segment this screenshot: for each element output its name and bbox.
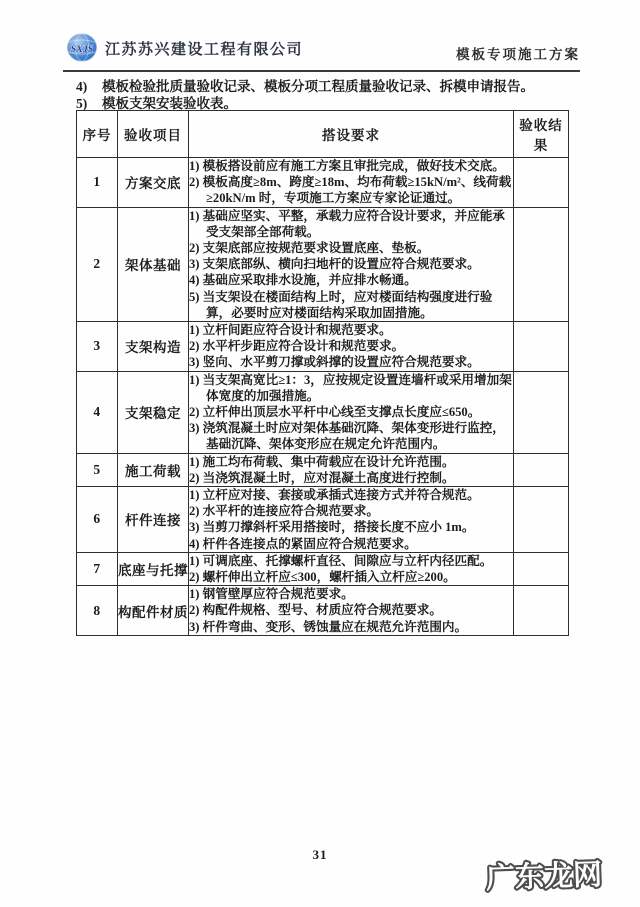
intro-line-text: 模板检验批质量验收记录、模板分项工程质量验收记录、拆模申请报告。 <box>102 79 534 94</box>
row-number: 8 <box>77 586 118 636</box>
requirement-line: 2) 螺杆伸出立杆应≤300，螺杆插入立杆应≥200。 <box>189 570 456 585</box>
row-acceptance-item: 杆件连接 <box>118 487 189 553</box>
requirement-line: 1) 立杆应对接、套接或承插式连接方式并符合规范。 <box>189 488 480 503</box>
table-row <box>77 487 569 553</box>
row-result <box>514 322 569 372</box>
requirement-line: 2) 水平杆步距应符合设计和规范要求。 <box>189 339 405 354</box>
requirement-line: 3) 支架底部纵、横向扫地杆的设置应符合规范要求。 <box>189 257 480 272</box>
requirement-line: 2) 当浇筑混凝土时，应对混凝土高度进行控制。 <box>189 470 455 485</box>
row-result <box>514 586 569 636</box>
table-row <box>77 586 569 636</box>
requirement-line: 2) 支架底部应按规范要求设置底座、垫板。 <box>189 241 430 256</box>
row-requirements <box>189 158 514 208</box>
requirement-line: 3) 当剪刀撑斜杆采用搭接时，搭接长度不应小 1m。 <box>189 520 475 535</box>
row-number: 7 <box>77 552 118 585</box>
requirement-line: 1) 当支架高宽比≥1：3，应按规定设置连墙杆或采用增加架体宽度的加强措施。 <box>189 372 512 403</box>
table-row <box>77 552 569 585</box>
row-result <box>514 453 569 486</box>
page-header <box>63 32 580 64</box>
requirement-line: 1) 钢管壁厚应符合规范要求。 <box>189 587 354 602</box>
intro-list <box>76 79 580 112</box>
intro-line-number: 4) <box>76 79 88 94</box>
column-header-item: 验收项目 <box>118 111 189 158</box>
row-number: 2 <box>77 207 118 321</box>
row-acceptance-item: 方案交底 <box>118 158 189 208</box>
company-globe-logo-icon <box>63 32 101 64</box>
row-result <box>514 371 569 453</box>
logo-text: SXJS <box>70 43 94 55</box>
header-left <box>63 32 303 64</box>
requirement-line: 4) 基础应采取排水设施，并应排水畅通。 <box>189 273 417 288</box>
row-requirements <box>189 487 514 553</box>
row-acceptance-item: 支架构造 <box>118 322 189 372</box>
row-number: 4 <box>77 371 118 453</box>
requirement-line: 1) 模板搭设前应有施工方案且审批完成，做好技术交底。 <box>189 159 505 173</box>
row-requirements <box>189 586 514 636</box>
requirement-line: 2) 构配件规格、型号、材质应符合规范要求。 <box>189 603 442 618</box>
requirement-line: 3) 浇筑混凝土时应对架体基础沉降、架体变形进行监控，基础沉降、架体变形应在规定允许范围内。 <box>189 421 505 452</box>
requirement-line: 3) 竖向、水平剪刀撑或斜撑的设置应符合规范要求。 <box>189 355 480 370</box>
row-requirements <box>189 453 514 486</box>
row-acceptance-item: 底座与托撑 <box>118 552 189 585</box>
acceptance-table <box>76 110 569 636</box>
row-result <box>514 487 569 553</box>
intro-line-4 <box>76 79 580 96</box>
row-requirements <box>189 207 514 321</box>
requirement-line: 2) 模板高度≥8m、跨度≥18m、均布荷载≥15kN/m²、线荷载≥20kN/m 时，专项施工方案应专家论证通过。 <box>189 175 512 206</box>
row-number: 5 <box>77 453 118 486</box>
requirement-line: 1) 可调底座、托撑螺杆直径、间隙应与立杆内径匹配。 <box>189 553 493 568</box>
row-requirements <box>189 371 514 453</box>
table-row <box>77 158 569 208</box>
requirement-line: 1) 立杆间距应符合设计和规范要求。 <box>189 323 392 338</box>
requirement-line: 1) 基础应坚实、平整，承载力应符合设计要求，并应能承受支架部全部荷载。 <box>189 208 505 239</box>
intro-line-number: 5) <box>76 95 88 111</box>
row-number: 1 <box>77 158 118 208</box>
row-result <box>514 158 569 208</box>
table-row <box>77 371 569 453</box>
requirement-line: 4) 杆件各连接点的紧固应符合规范要求。 <box>189 536 417 551</box>
row-acceptance-item: 架体基础 <box>118 207 189 321</box>
row-result <box>514 552 569 585</box>
requirement-line: 2) 水平杆的连接应符合规范要求。 <box>189 504 379 519</box>
header-divider <box>63 70 580 72</box>
row-number: 3 <box>77 322 118 372</box>
row-acceptance-item: 支架稳定 <box>118 371 189 453</box>
requirement-line: 5) 当支架设在楼面结构上时，应对楼面结构强度进行验算，必要时应对楼面结构采取加固措施。 <box>189 289 493 320</box>
watermark <box>474 853 614 899</box>
row-acceptance-item: 施工荷载 <box>118 453 189 486</box>
table-header-row <box>77 111 569 158</box>
row-acceptance-item: 构配件材质 <box>118 586 189 636</box>
row-requirements <box>189 322 514 372</box>
watermark-text: 广东龙网 <box>485 858 603 896</box>
row-requirements <box>189 552 514 585</box>
column-header-number: 序号 <box>77 111 118 158</box>
requirement-line: 3) 杆件弯曲、变形、锈蚀量应在规范允许范围内。 <box>189 619 468 634</box>
page-number: 31 <box>312 847 328 862</box>
table-row <box>77 453 569 486</box>
row-number: 6 <box>77 487 118 553</box>
table-row <box>77 322 569 372</box>
column-header-requirements: 搭设要求 <box>189 111 514 158</box>
document-title: 模板专项施工方案 <box>456 47 580 62</box>
requirement-line: 2) 立杆伸出顶层水平杆中心线至支撑点长度应≤650。 <box>189 405 481 420</box>
company-name: 江苏苏兴建设工程有限公司 <box>105 41 304 58</box>
table-row <box>77 207 569 321</box>
row-result <box>514 207 569 321</box>
column-header-result: 验收结果 <box>514 111 569 158</box>
intro-line-text: 模板支架安装验收表。 <box>102 95 237 111</box>
requirement-line: 1) 施工均布荷载、集中荷载应在设计允许范围。 <box>189 454 455 469</box>
